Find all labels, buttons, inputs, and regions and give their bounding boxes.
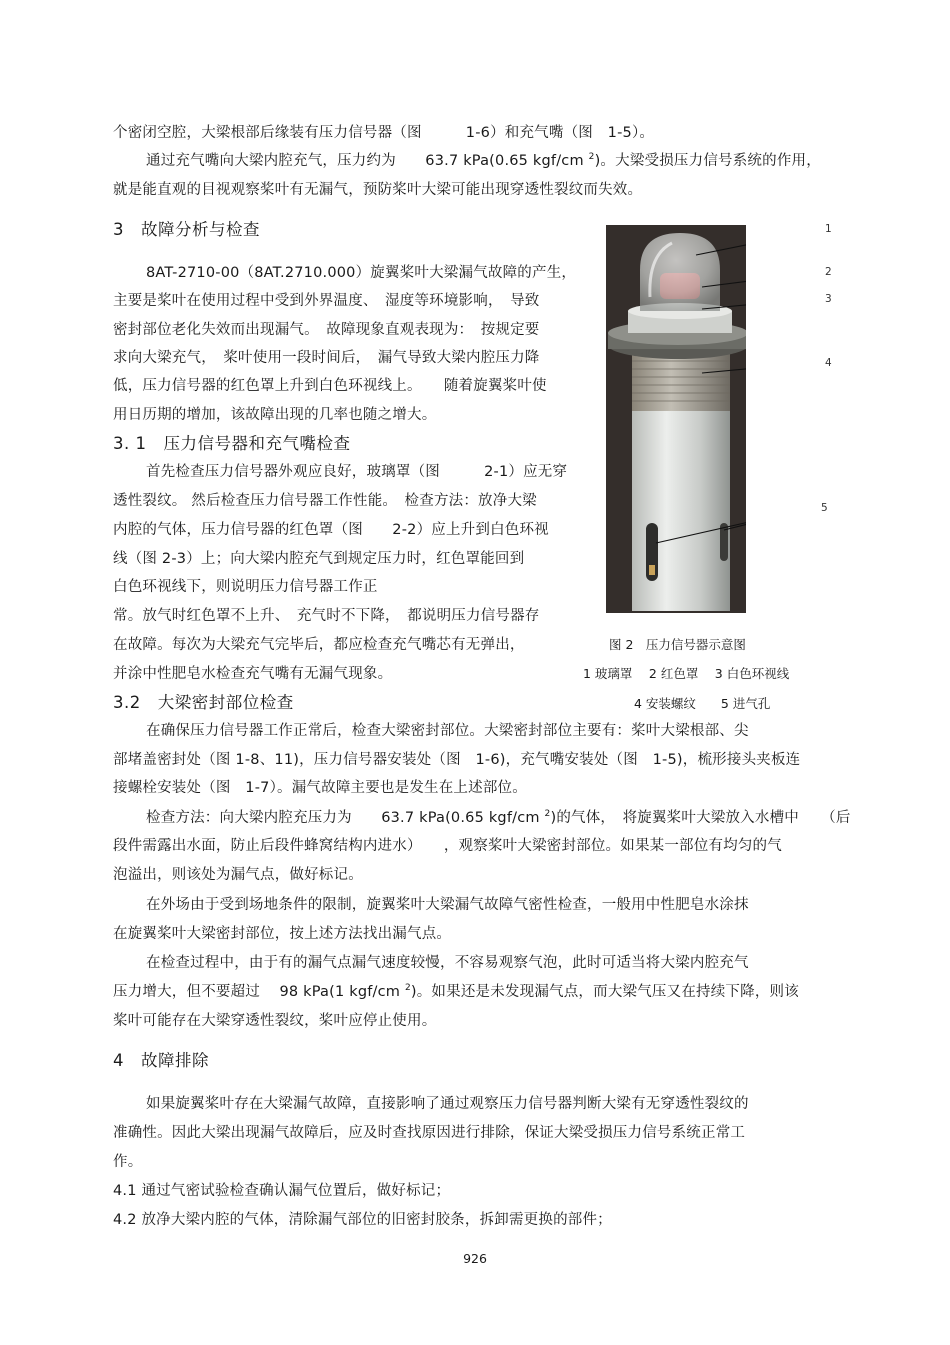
body-line: 常。放气时红色罩不上升、 充气时不下降， 都说明压力信号器存 — [113, 608, 540, 624]
body-line: 主要是桨叶在使用过程中受到外界温度、 湿度等环境影响， 导致 — [113, 293, 540, 309]
figure-label-1: 1 — [825, 223, 832, 235]
body-line: 密封部位老化失效而出现漏气。 故障现象直观表现为： 按规定要 — [113, 322, 540, 338]
body-line: 桨叶可能存在大梁穿透性裂纹，桨叶应停止使用。 — [113, 1013, 437, 1029]
body-line: 在旋翼桨叶大梁密封部位，按上述方法找出漏气点。 — [113, 926, 452, 942]
subsection-heading: 3.2 大梁密封部位检查 — [113, 693, 294, 712]
body-line: 首先检查压力信号器外观应良好，玻璃罩（图 2-1）应无穿 — [146, 464, 568, 480]
body-line: 压力增大，但不要超过 98 kPa(1 kgf/cm $^2$)。如果还是未发现漏气点，而大梁气压又在持续下降，则该 — [113, 983, 799, 1000]
body-line: 4.1 通过气密试验检查确认漏气位置后，做好标记； — [113, 1183, 451, 1199]
pressure-signaler-illustration — [606, 225, 746, 613]
subsection-heading: 3. 1 压力信号器和充气嘴检查 — [113, 434, 351, 453]
body-line: 通过充气嘴向大梁内腔充气，压力约为 63.7 kPa(0.65 kgf/cm $^2$)。大梁受损压力信号系统的作用， — [146, 152, 821, 169]
body-line: 用日历期的增加，该故障出现的几率也随之增大。 — [113, 407, 437, 423]
mounting-thread — [632, 353, 730, 411]
figure-label-3: 3 — [825, 293, 832, 305]
body-line: 就是能直观的目视观察桨叶有无漏气，预防桨叶大梁可能出现穿透性裂纹而失效。 — [113, 182, 643, 198]
body-line: 低，压力信号器的红色罩上升到白色环视线上。 随着旋翼桨叶使 — [113, 378, 547, 394]
figure-caption: 图 2 压力信号器示意图 — [609, 637, 746, 652]
figure-label-5: 5 — [821, 502, 828, 514]
body-line: 个密闭空腔，大梁根部后缘装有压力信号器（图 1-6）和充气嘴（图 1-5）。 — [113, 125, 655, 141]
body-line: 准确性。因此大梁出现漏气故障后，应及时查找原因进行排除，保证大梁受损压力信号系统正常工 — [113, 1125, 746, 1141]
pressure-signaler-photo — [606, 225, 746, 613]
body-line: 作。 — [113, 1154, 143, 1170]
body-line: 在外场由于受到场地条件的限制，旋翼桨叶大梁漏气故障气密性检查，一般用中性肥皂水涂抹 — [146, 897, 749, 913]
body-line: 在确保压力信号器工作正常后，检查大梁密封部位。大梁密封部位主要有：桨叶大梁根部、尖 — [146, 723, 749, 739]
body-line: 白色环视线下，则说明压力信号器工作正 — [113, 579, 378, 595]
body-line: 在检查过程中，由于有的漏气点漏气速度较慢，不容易观察气泡，此时可适当将大梁内腔充气 — [146, 955, 749, 971]
body-line: 8AT-2710-00（8AT.2710.000）旋翼桨叶大梁漏气故障的产生， — [146, 265, 577, 281]
body-line: 内腔的气体，压力信号器的红色罩（图 2-2）应上升到白色环视 — [113, 522, 549, 538]
figure-legend-line: 1 玻璃罩 2 红色罩 3 白色环视线 — [583, 666, 790, 681]
body-line: 求向大梁充气， 桨叶使用一段时间后， 漏气导致大梁内腔压力降 — [113, 350, 540, 366]
page-number: 926 — [463, 1251, 487, 1266]
body-line: 在故障。每次为大梁充气完毕后，都应检查充气嘴芯有无弹出， — [113, 637, 525, 653]
section-heading: 4 故障排除 — [113, 1051, 209, 1070]
body-line: 并涂中性肥皂水检查充气嘴有无漏气现象。 — [113, 666, 393, 682]
figure-label-4: 4 — [825, 357, 832, 369]
body-line: 4.2 放净大梁内腔的气体，清除漏气部位的旧密封胶条，拆卸需更换的部件； — [113, 1212, 612, 1228]
section-heading: 3 故障分析与检查 — [113, 220, 260, 239]
body-line: 泡溢出，则该处为漏气点，做好标记。 — [113, 867, 363, 883]
body-line: 段件需露出水面，防止后段件蜂窝结构内进水） ，观察桨叶大梁密封部位。如果某一部位有均匀的气 — [113, 838, 782, 854]
body-line: 接螺栓安装处（图 1-7）。漏气故障主要也是发生在上述部位。 — [113, 780, 527, 796]
figure-legend-line: 4 安装螺纹 5 进气孔 — [634, 696, 771, 711]
body-line: 如果旋翼桨叶存在大梁漏气故障，直接影响了通过观察压力信号器判断大梁有无穿透性裂纹的 — [146, 1096, 749, 1112]
body-line: 线（图 2-3）上；向大梁内腔充气到规定压力时，红色罩能回到 — [113, 551, 525, 567]
body-line: 透性裂纹。 然后检查压力信号器工作性能。 检查方法：放净大梁 — [113, 493, 537, 509]
figure-label-2: 2 — [825, 266, 832, 278]
body-line: 部堵盖密封处（图 1-8、11)，压力信号器安装处（图 1-6)，充气嘴安装处（图 1-5)，梳形接头夹板连 — [113, 752, 801, 768]
body-line: 检查方法：向大梁内腔充压力为 63.7 kPa(0.65 kgf/cm $^2$)的气体， 将旋翼桨叶大梁放入水槽中 （后 — [146, 809, 851, 826]
